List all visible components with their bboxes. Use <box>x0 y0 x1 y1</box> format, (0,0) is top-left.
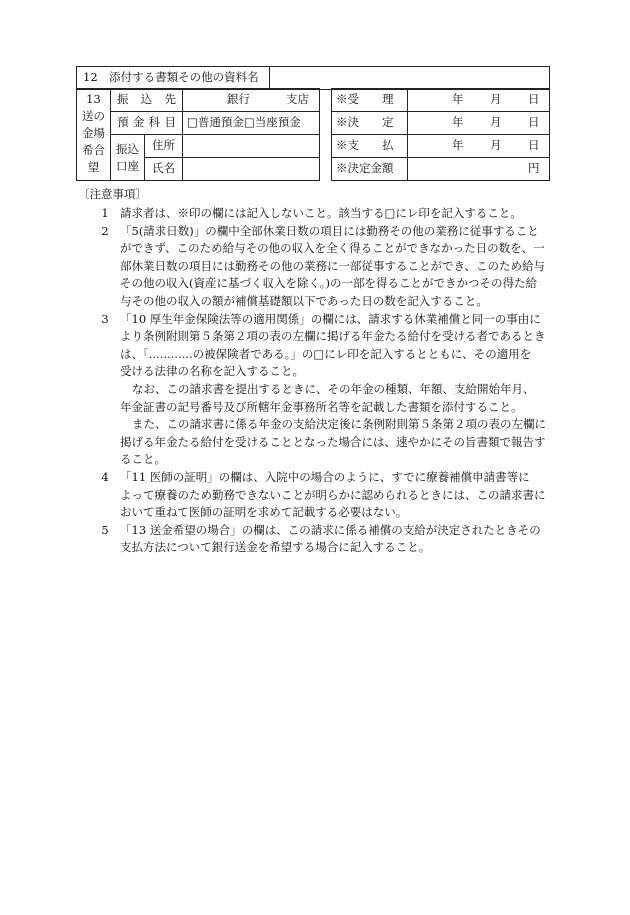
received-label: ※受 理 <box>332 89 408 112</box>
note-line: 部休業日数の項目には勤務その他の業務に一部従事することができ、このため給与 <box>120 258 546 273</box>
decided-date-field[interactable] <box>408 112 550 135</box>
section-12-table <box>76 66 550 90</box>
notes-heading: 〔注意事項〕 <box>78 187 147 201</box>
office-use-table <box>331 88 550 181</box>
note-line: また、この請求書に係る年金の支給決定後に条例附則第５条第２項の表の左欄に <box>132 417 546 432</box>
note-paragraph <box>90 416 552 469</box>
account-type-label: 預金科目 <box>111 112 183 135</box>
day-label: 日 <box>528 138 540 152</box>
note-line: 「5(請求日数)」の欄中全部休業日数の項目には勤務その他の業務に従事すること <box>120 223 539 238</box>
note-line: 掲げる年金たる給付を受けることとなった場合には、速やかにその旨書類で報告す <box>120 434 546 449</box>
note-number: 5 <box>101 522 109 537</box>
bank-label: 銀行 <box>227 92 250 106</box>
note-item <box>90 469 552 522</box>
note-line: 受ける法律の名称を記入すること。 <box>120 364 304 379</box>
note-item <box>90 522 552 557</box>
section-13-title <box>77 89 111 181</box>
title-line: 希合 <box>82 143 105 157</box>
note-line: よって療養のため勤務できないことが明らかに認められるときには、この請求書に <box>120 487 546 502</box>
received-date-field[interactable] <box>408 89 550 112</box>
branch-label: 支店 <box>286 92 309 106</box>
note-line: は、「............の被保険者である。」の□にレ印を記入するとともに、その適用を <box>120 346 532 361</box>
decided-amount-label: ※決定金額 <box>332 158 408 181</box>
month-label: 月 <box>490 138 502 152</box>
note-number: 2 <box>101 223 109 238</box>
section-12-field[interactable] <box>270 67 550 90</box>
month-label: 月 <box>490 115 502 129</box>
name-label: 氏名 <box>145 158 183 181</box>
note-number: 3 <box>101 311 109 326</box>
note-line: なお、この請求書を提出するときに、その年金の種類、年額、支給開始年月、 <box>132 381 535 396</box>
title-line: 金場 <box>82 126 105 140</box>
year-label: 年 <box>452 138 464 152</box>
note-number-empty <box>90 381 120 416</box>
note-line: 年金証書の記号番号及び所轄年金事務所名等を記載した書類を添付すること。 <box>120 399 523 414</box>
notes-list <box>90 205 552 557</box>
note-line: 「11 医師の証明」の欄は、入院中の場合のように、すでに療養補償申請書等に <box>120 469 530 484</box>
note-item <box>90 223 552 311</box>
note-line: 支払方法について銀行送金を希望する場合に記入すること。 <box>120 540 431 555</box>
yen-label: 円 <box>528 161 540 175</box>
title-line: 送の <box>82 109 105 123</box>
address-label: 住所 <box>145 135 183 158</box>
note-line: より条例附則第５条第２項の表の左欄に掲げる年金たる給付を受ける者であるとき <box>120 329 546 344</box>
section-13-table <box>76 88 320 181</box>
note-item <box>90 311 552 381</box>
note-line: 「10 厚生年金保険法等の適用関係」の欄には、請求する休業補償と同一の事由に <box>120 311 541 326</box>
label-line: 振込 <box>116 141 139 156</box>
note-line: ること。 <box>120 452 166 467</box>
day-label: 日 <box>528 115 540 129</box>
day-label: 日 <box>528 92 540 106</box>
year-label: 年 <box>452 115 464 129</box>
note-line: 請求者は、※印の欄には記入しないこと。該当する□にレ印を記入すること。 <box>120 206 522 220</box>
section-12-label: 12 添付する書類その他の資料名 <box>77 67 270 90</box>
transfer-dest-label: 振 込 先 <box>111 89 183 112</box>
bank-field[interactable] <box>183 89 320 112</box>
note-line: その他の収入(資産に基づく収入を除く。)の一部を得ることができかつその得た給 <box>120 276 537 291</box>
note-line: おいて重ねて医師の証明を求めて記載する必要はない。 <box>120 505 408 520</box>
name-field[interactable] <box>183 158 320 181</box>
transfer-account-label <box>111 135 145 181</box>
month-label: 月 <box>490 92 502 106</box>
note-number-empty <box>90 416 120 469</box>
note-paragraph <box>90 381 552 416</box>
note-item <box>90 205 552 223</box>
title-line: 望 <box>87 160 100 174</box>
section-13-number: 13 <box>86 92 101 106</box>
label-line: 口座 <box>116 158 139 173</box>
decided-label: ※決 定 <box>332 112 408 135</box>
note-line: 「13 送金希望の場合」の欄は、この請求に係る補償の支給が決定されたときその <box>120 522 541 537</box>
account-type-checkboxes[interactable]: □普通預金□当座預金 <box>183 112 320 135</box>
paid-date-field[interactable] <box>408 135 550 158</box>
decided-amount-field[interactable] <box>408 158 550 181</box>
note-number: 1 <box>101 206 109 220</box>
note-number: 4 <box>101 469 109 484</box>
note-line: ができず、このため給与その他の収入を全く得ることができなかった日の数を、一 <box>120 241 545 256</box>
paid-label: ※支 払 <box>332 135 408 158</box>
year-label: 年 <box>452 92 464 106</box>
note-line: 与その他の収入の額が補償基礎額以下であった日の数を記入すること。 <box>120 293 488 308</box>
address-field[interactable] <box>183 135 320 158</box>
